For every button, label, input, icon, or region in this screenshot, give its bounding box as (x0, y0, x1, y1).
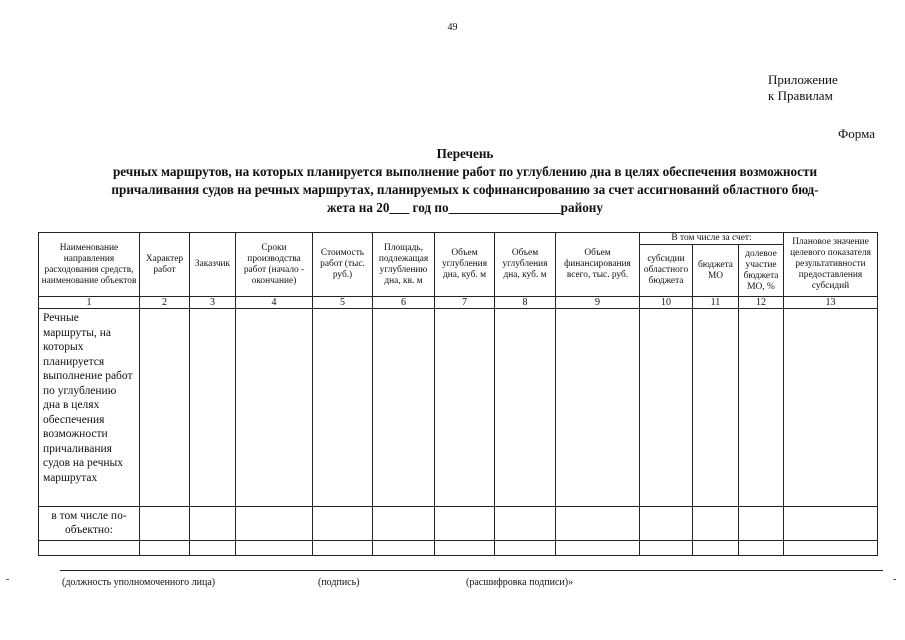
title-line3: причаливания судов на речных маршрутах, планируемых к софинансированию за счет ассигнований областного бюд- (111, 182, 819, 197)
header-mo-share: долевое участие бюджета МО, % (739, 245, 784, 297)
header-group-sources: В том числе за счет: (640, 233, 784, 245)
col-number: 4 (236, 297, 313, 309)
header-mo-budget: бюджета МО (693, 245, 739, 297)
margin-dash: - (6, 574, 10, 585)
appendix-note (768, 72, 838, 104)
routes-table (38, 232, 878, 556)
table-row (39, 507, 878, 541)
header-customer: Заказчик (190, 233, 236, 297)
signature-decode-caption: (расшифровка подписи)» (466, 577, 574, 588)
header-volume-2: Объем углубления дна, куб. м (495, 233, 556, 297)
col-number: 10 (640, 297, 693, 309)
row-sub-label: в том числе по-объектно: (39, 507, 140, 541)
col-number: 11 (693, 297, 739, 309)
header-target-indicator: Плановое значение целевого показателя результативности предоставления субсидий (784, 233, 878, 297)
col-number: 12 (739, 297, 784, 309)
table-row (39, 309, 878, 507)
col-number: 9 (556, 297, 640, 309)
col-number: 3 (190, 297, 236, 309)
form-label: Форма (838, 126, 875, 141)
page-number: 49 (447, 22, 458, 33)
col-number: 7 (435, 297, 495, 309)
col-number: 2 (140, 297, 190, 309)
header-cost: Стоимость работ (тыс. руб.) (313, 233, 373, 297)
col-number: 6 (373, 297, 435, 309)
header-regional-subsidy: субсидии областного бюджета (640, 245, 693, 297)
title-line4: жета на 20___ год по_________________району (327, 200, 603, 215)
header-volume-1: Объем углубления дна, куб. м (435, 233, 495, 297)
title-line1: Перечень (436, 146, 494, 161)
header-terms: Сроки производства работ (начало - окончание) (236, 233, 313, 297)
col-number: 5 (313, 297, 373, 309)
appendix-line2: к Правилам (768, 88, 833, 103)
column-numbers-row (39, 297, 878, 309)
signature-sign-caption: (подпись) (318, 577, 360, 588)
signature-position-caption: (должность уполномоченного лица) (62, 577, 216, 588)
document-title (40, 145, 890, 217)
header-area: Площадь, подлежащая углублению дна, кв. м (373, 233, 435, 297)
table-row (39, 541, 878, 556)
row-main-label: Речные маршруты, на которых планируется выполнение работ по углублению дна в целях обеспечения возможности причаливания судов на речных маршрутах (39, 309, 140, 507)
header-work-type: Характер работ (140, 233, 190, 297)
margin-dash: - (893, 574, 897, 585)
appendix-line1: Приложение (768, 72, 838, 87)
header-financing: Объем финансирования всего, тыс. руб. (556, 233, 640, 297)
col-number: 1 (39, 297, 140, 309)
title-line2: речных маршрутов, на которых планируется выполнение работ по углублению дна в целях обеспечения возможности (112, 164, 818, 179)
col-number: 13 (784, 297, 878, 309)
header-name: Наименование направления расходования средств, наименование объектов (39, 233, 140, 297)
col-number: 8 (495, 297, 556, 309)
signature-line (60, 570, 883, 571)
